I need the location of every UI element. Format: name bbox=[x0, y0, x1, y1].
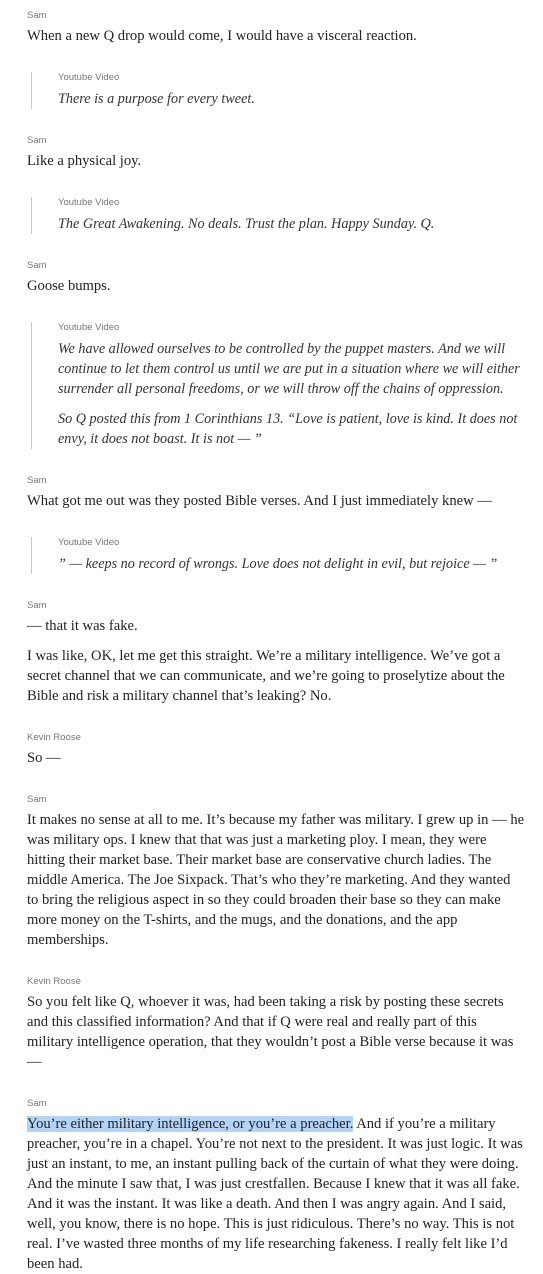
speaker-name: Sam bbox=[27, 475, 47, 486]
quote-source: Youtube Video bbox=[58, 197, 120, 208]
speaker-name: Sam bbox=[27, 600, 47, 611]
speech-block bbox=[27, 732, 525, 768]
speaker-name: Sam bbox=[27, 794, 47, 805]
quote-text: We have allowed ourselves to be controlled by the puppet masters. And we will continue to let them control us until we are put in a situation where we will either surrender all personal freedoms, or we will throw off the chains of oppression. bbox=[58, 341, 520, 397]
speaker-name: Sam bbox=[27, 1098, 47, 1109]
speech-paragraph: It makes no sense at all to me. It’s because my father was military. I grew up in — he was military ops. I knew that that was just a marketing ploy. I mean, they were hitting their market base. Their market base are conservative church ladies. The middle America. The Joe Sixpack. That’s who they’re marketing. And they wanted to bring the religious aspect in so they could broaden their base so they can make more money on the T-shirts, and the mugs, and the donations, and the app memberships. bbox=[27, 812, 525, 948]
speech-block bbox=[27, 976, 525, 1072]
speech-block bbox=[27, 600, 525, 706]
speech-block bbox=[27, 1098, 525, 1274]
speech-paragraph: When a new Q drop would come, I would have a visceral reaction. bbox=[27, 28, 417, 44]
selected-text-highlight[interactable]: You’re either military intelligence, or you’re a preacher. bbox=[27, 1116, 354, 1132]
video-quote bbox=[31, 537, 525, 574]
quote-source: Youtube Video bbox=[58, 72, 120, 83]
speech-text: And if you’re a military preacher, you’re in a chapel. You’re not next to the president. It was just logic. It was just an instant, to me, an instant pulling back of the curtain of what they were doing. And the minute I saw that, I was just crestfallen. Because I knew that it was all fake. And it was the instant. It was like a death. And then I was angry again. And I said, well, you know, there is no hope. This is just ridiculous. There’s no way. This is not real. I’ve wasted three months of my life researching fakeness. I really felt like I’d been had. bbox=[27, 1116, 523, 1272]
video-quote bbox=[31, 72, 525, 109]
speech-paragraph: So you felt like Q, whoever it was, had been taking a risk by posting these secrets and this classified information? And that if Q were real and really part of this military intelligence operation, that they wouldn’t post a Bible verse because it was — bbox=[27, 994, 514, 1070]
quote-text: The Great Awakening. No deals. Trust the plan. Happy Sunday. Q. bbox=[58, 216, 435, 232]
quote-source: Youtube Video bbox=[58, 322, 120, 333]
speech-block bbox=[27, 135, 525, 171]
speech-paragraph bbox=[27, 1114, 525, 1274]
speaker-name: Sam bbox=[27, 260, 47, 271]
speaker-name: Kevin Roose bbox=[27, 976, 81, 987]
speech-paragraph: I was like, OK, let me get this straight. We’re a military intelligence. We’ve got a secret channel that we can communicate, and we’re going to proselytize about the Bible and risk a military channel that’s leaking? No. bbox=[27, 648, 505, 704]
speech-block bbox=[27, 10, 525, 46]
speaker-name: Kevin Roose bbox=[27, 732, 81, 743]
speech-paragraph: What got me out was they posted Bible verses. And I just immediately knew — bbox=[27, 493, 492, 509]
quote-text: So Q posted this from 1 Corinthians 13. “Love is patient, love is kind. It does not envy, it does not boast. It is not — ” bbox=[58, 411, 518, 447]
speech-paragraph: Like a physical joy. bbox=[27, 153, 142, 169]
video-quote bbox=[31, 197, 525, 234]
quote-text: There is a purpose for every tweet. bbox=[58, 91, 255, 107]
speech-block bbox=[27, 794, 525, 950]
video-quote bbox=[31, 322, 525, 449]
quote-source: Youtube Video bbox=[58, 537, 120, 548]
speech-paragraph: So — bbox=[27, 750, 61, 766]
speech-paragraph: Goose bumps. bbox=[27, 278, 111, 294]
speech-paragraph: — that it was fake. bbox=[27, 618, 138, 634]
speaker-name: Sam bbox=[27, 10, 47, 21]
quote-text: ” — keeps no record of wrongs. Love does not delight in evil, but rejoice — ” bbox=[58, 556, 498, 572]
speaker-name: Sam bbox=[27, 135, 47, 146]
speech-block bbox=[27, 260, 525, 296]
speech-block bbox=[27, 475, 525, 511]
